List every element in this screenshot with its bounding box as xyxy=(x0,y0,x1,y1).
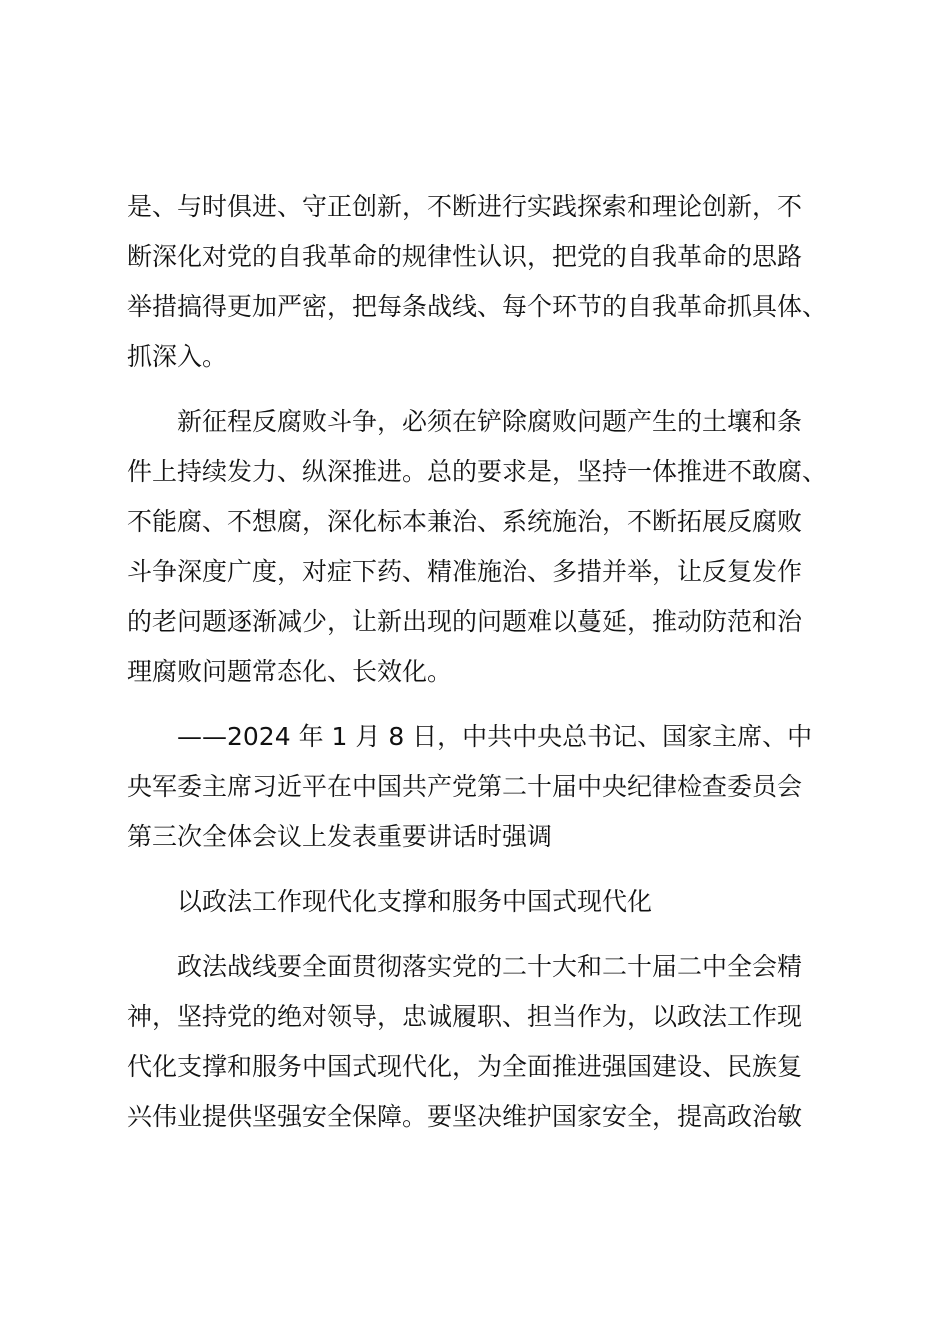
text-line: 代化支撑和服务中国式现代化，为全面推进强国建设、民族复 xyxy=(127,1052,803,1081)
document-body xyxy=(127,182,837,1142)
text-line: 政法战线要全面贯彻落实党的二十大和二十届二中全会精 xyxy=(177,952,803,981)
text-line: 件上持续发力、纵深推进。总的要求是，坚持一体推进不敢腐、 xyxy=(127,457,828,486)
text-line: 的老问题逐渐减少，让新出现的问题难以蔓延，推动防范和治 xyxy=(127,607,803,636)
text-line: 第三次全体会议上发表重要讲话时强调 xyxy=(127,822,553,851)
text-line: 断深化对党的自我革命的规律性认识，把党的自我革命的思路 xyxy=(127,242,803,271)
text-line: ——2024 年 1 月 8 日，中共中央总书记、国家主席、中 xyxy=(177,722,813,751)
paragraph-self-revolution xyxy=(127,182,837,382)
text-line: 以政法工作现代化支撑和服务中国式现代化 xyxy=(177,887,653,916)
paragraph-political-legal xyxy=(127,942,837,1142)
text-line: 新征程反腐败斗争，必须在铲除腐败问题产生的土壤和条 xyxy=(177,407,803,436)
text-line: 举措搞得更加严密，把每条战线、每个环节的自我革命抓具体、 xyxy=(127,292,828,321)
text-line: 理腐败问题常态化、长效化。 xyxy=(127,657,453,686)
text-line: 是、与时俱进、守正创新，不断进行实践探索和理论创新，不 xyxy=(127,192,803,221)
text-line: 抓深入。 xyxy=(127,342,228,371)
text-line: 不能腐、不想腐，深化标本兼治、系统施治，不断拓展反腐败 xyxy=(127,507,803,536)
text-line: 兴伟业提供坚强安全保障。要坚决维护国家安全，提高政治敏 xyxy=(127,1102,803,1131)
section-heading xyxy=(127,877,837,927)
text-line: 央军委主席习近平在中国共产党第二十届中央纪律检查委员会 xyxy=(127,772,803,801)
text-line: 神，坚持党的绝对领导，忠诚履职、担当作为，以政法工作现 xyxy=(127,1002,803,1031)
paragraph-attribution xyxy=(127,712,837,862)
text-line: 斗争深度广度，对症下药、精准施治、多措并举，让反复发作 xyxy=(127,557,803,586)
paragraph-anti-corruption xyxy=(127,397,837,697)
